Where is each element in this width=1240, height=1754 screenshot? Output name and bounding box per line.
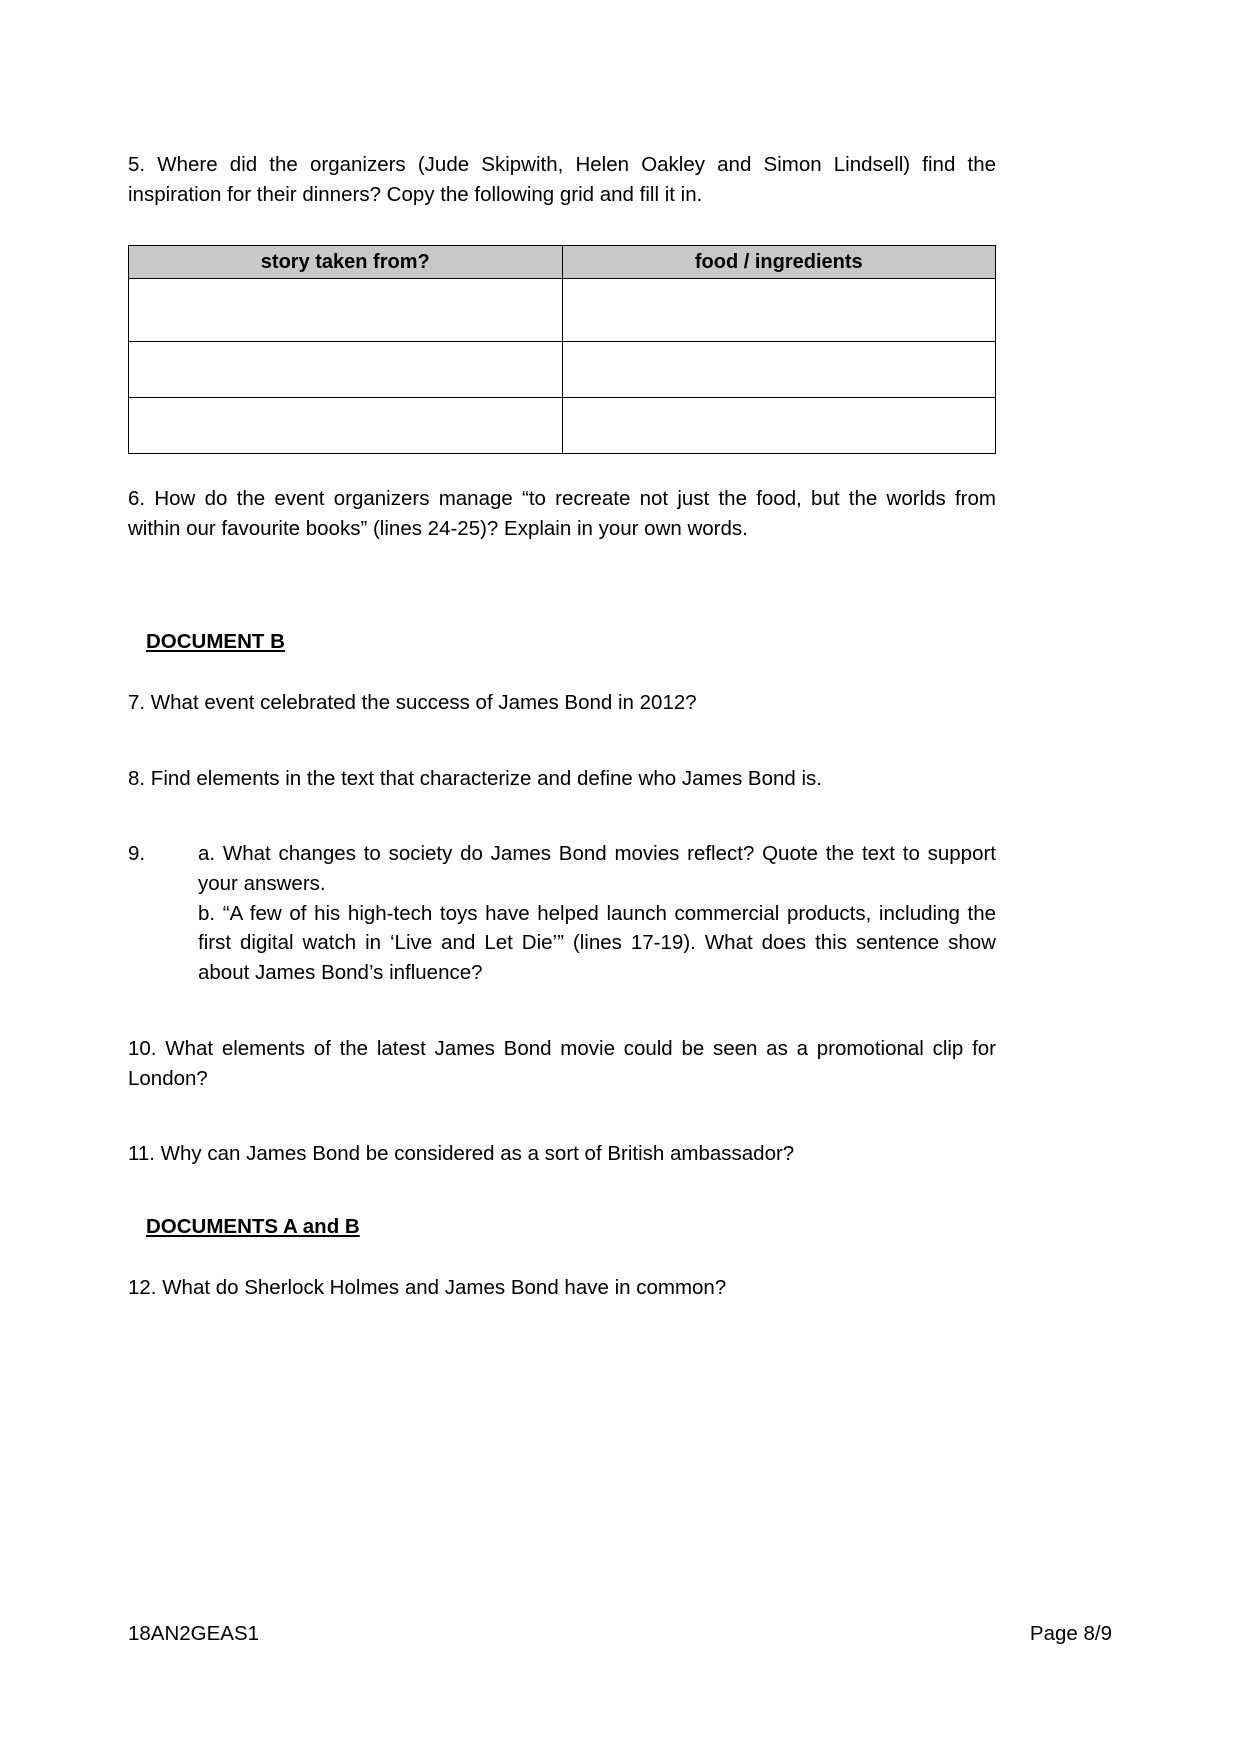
column-header-food: food / ingredients [562,246,996,279]
question-6-text: 6. How do the event organizers manage “to recreate not just the food, but the worlds from within our favourite books” (lines 24-25)? Explain in your own words. [128,487,996,541]
table-row [129,342,996,398]
question-9-number: 9. [128,842,146,866]
question-12 [128,1273,996,1303]
table-row [129,279,996,342]
question-spacer [128,1191,996,1215]
question-10-text: 10. What elements of the latest James Bond movie could be seen as a promotional clip for London? [128,1036,996,1090]
question-9 [128,839,996,988]
heading-spacer [128,654,996,688]
table-cell-food[interactable] [562,279,996,342]
question-spacer [128,815,996,839]
heading-documents-a-and-b-wrapper [128,1215,996,1239]
answer-grid [128,245,996,454]
question-7-text: 7. What event celebrated the success of James Bond in 2012? [128,690,697,714]
question-8-text: 8. Find elements in the text that characterize and define who James Bond is. [128,766,822,790]
page-footer [128,1622,1112,1646]
table-cell-story[interactable] [129,398,563,454]
question-spacer [128,1115,996,1139]
heading-documents-a-and-b: DOCUMENTS A and B [146,1215,360,1239]
question-9b-text: b. “A few of his high-tech toys have helped launch commercial products, including the first digital watch in ‘Live and Let Die’” (lines 17-19). What does this sentence show about James Bond’s influence? [198,901,996,985]
document-content [128,150,996,1325]
answer-grid-wrapper [128,245,996,454]
heading-spacer [128,1239,996,1273]
question-7 [128,688,996,718]
question-5 [128,150,996,209]
question-6 [128,484,996,543]
table-cell-food[interactable] [562,342,996,398]
question-spacer [128,1010,996,1034]
section-spacer [128,566,996,630]
question-10 [128,1034,996,1093]
question-spacer [128,740,996,764]
table-header-row [129,246,996,279]
table-row [129,398,996,454]
footer-reference: 18AN2GEAS1 [128,1622,260,1645]
question-11-text: 11. Why can James Bond be considered as a sort of British ambassador? [128,1142,795,1166]
question-12-text: 12. What do Sherlock Holmes and James Bond have in common? [128,1276,727,1300]
question-8 [128,764,996,794]
question-9-body [198,839,996,988]
footer-page-number: Page 8/9 [1029,1622,1112,1645]
table-cell-story[interactable] [129,279,563,342]
heading-document-b: DOCUMENT B [146,629,285,653]
question-5-text: 5. Where did the organizers (Jude Skipwith, Helen Oakley and Simon Lindsell) find the inspiration for their dinners? Copy the following grid and fill it in. [128,153,996,206]
table-cell-story[interactable] [129,342,563,398]
heading-document-b-wrapper [128,630,996,654]
question-11 [128,1139,996,1169]
table-cell-food[interactable] [562,398,996,454]
question-9a-text: a. What changes to society do James Bond movies reflect? Quote the text to support your answers. [198,842,996,896]
column-header-story: story taken from? [129,246,563,279]
